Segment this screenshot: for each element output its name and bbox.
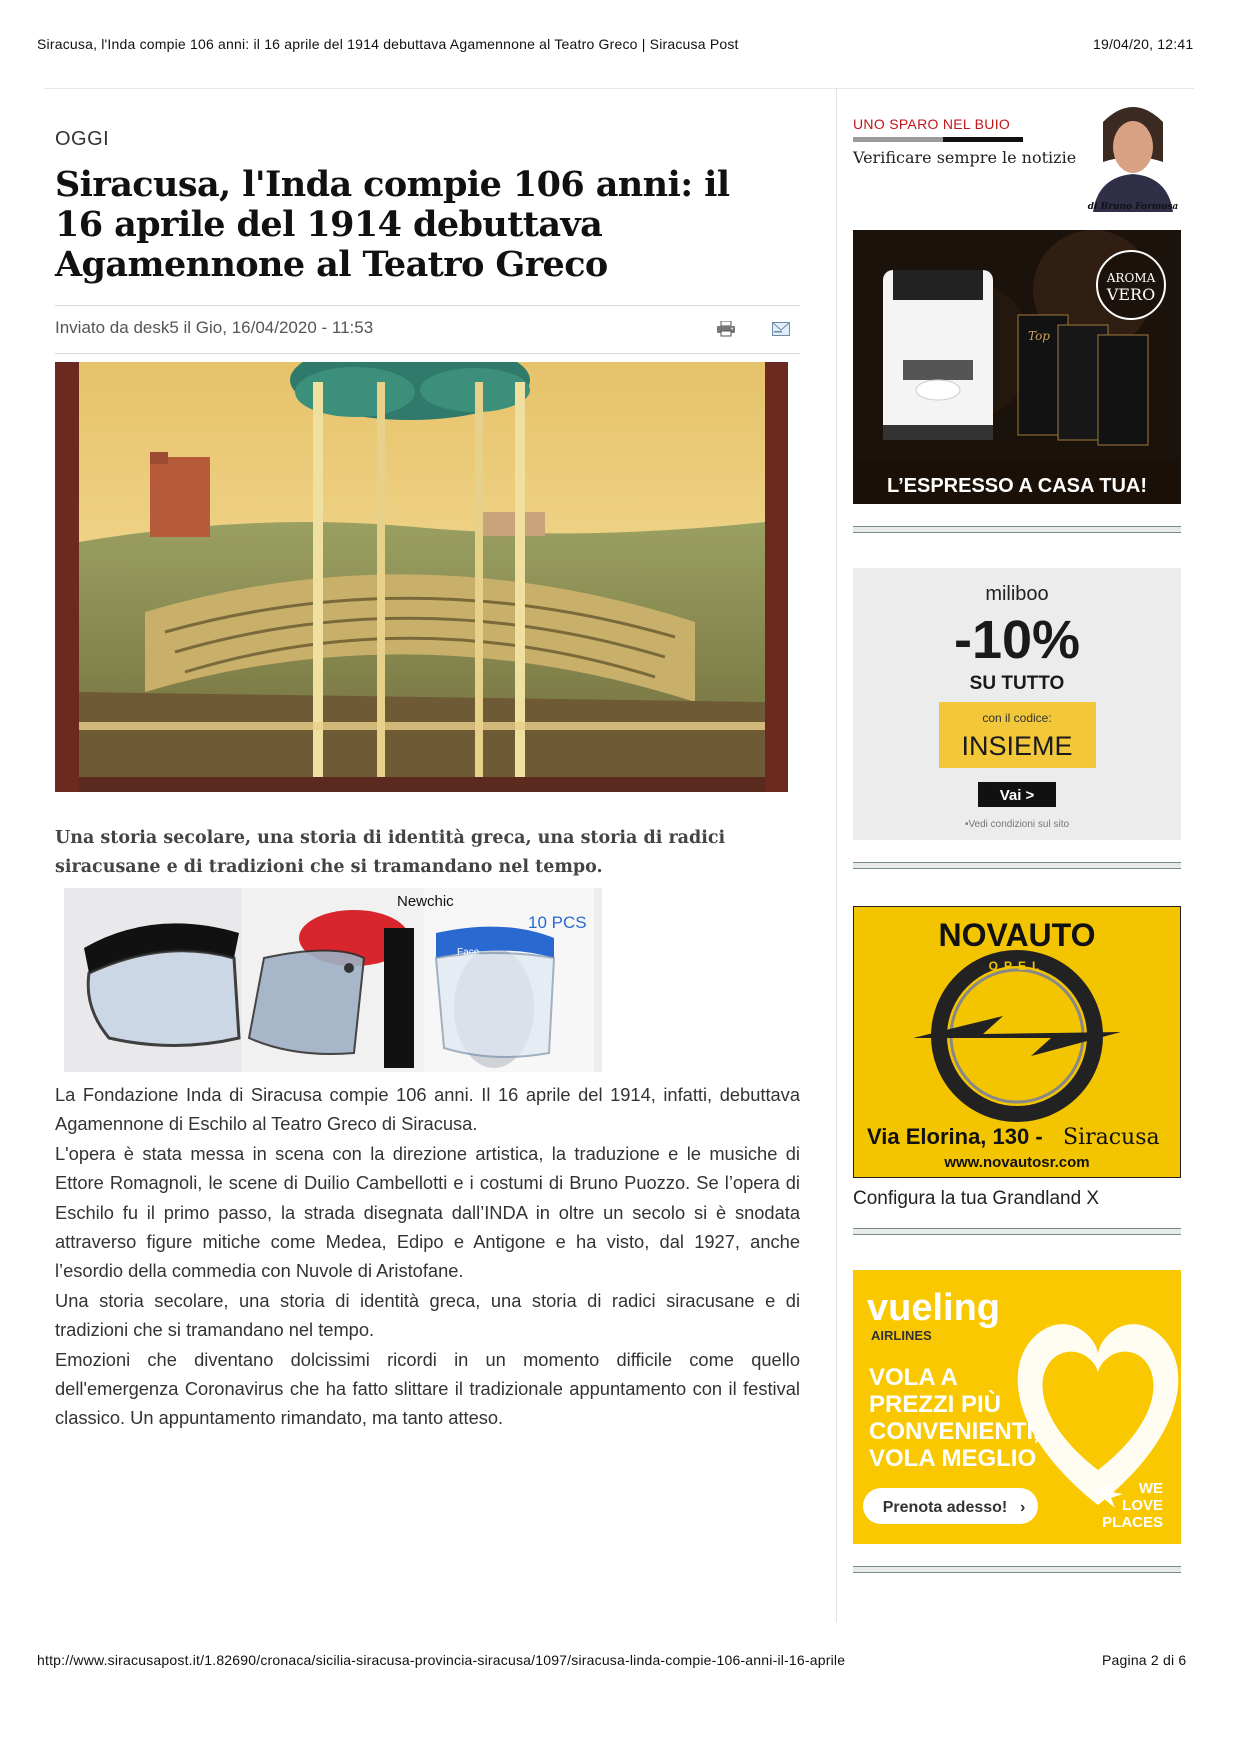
vueling-cta: Prenota adesso! [882,1499,1008,1516]
print-icon[interactable] [716,321,736,337]
coffee-pack-label: Top [1028,329,1050,343]
opel-text: OPEL [988,959,1046,973]
top-divider [44,88,1194,89]
coffee-banner-text: L’ESPRESSO A CASA TUA! [886,475,1148,497]
print-header-datetime: 19/04/20, 12:41 [1093,36,1194,52]
meta-divider-top [55,305,800,306]
vueling-logo: vueling [867,1287,1001,1329]
print-footer-page: Pagina 2 di 6 [1102,1652,1187,1668]
hero-poster-image [55,362,788,792]
article-body [55,1080,800,1433]
body-paragraph: La Fondazione Inda di Siracusa compie 106 anni. Il 16 aprile del 1914, infatti, debuttava Agamennone di Eschilo al Teatro Greco di Siracusa. [55,1084,800,1135]
print-header-title: Siracusa, l'Inda compie 106 anni: il 16 aprile del 1914 debuttava Agamennone al Teatro Greco | Siracusa Post [37,36,739,52]
blog-label[interactable]: UNO SPARO NEL BUIO [853,116,1011,132]
miliboo-logo: miliboo [985,583,1049,605]
blog-author: di Bruno Formosa [1087,202,1179,212]
coffee-logo-line1: AROMA [1106,271,1156,285]
miliboo-cta: Vai > [999,787,1035,804]
section-label[interactable]: OGGI [55,128,110,150]
newchic-logo: Newchic [397,893,454,910]
novauto-logo: NOVAUTO [938,917,1096,953]
vueling-slogan: PLACES [1102,1514,1163,1531]
body-paragraph: Una storia secolare, una storia di identità greca, una storia di radici siracusane e di tradizioni che si tramandano nel tempo. [55,1289,800,1341]
miliboo-ad[interactable] [853,568,1181,840]
novauto-url: www.novautosr.com [944,1154,1090,1171]
article-meta: Inviato da desk5 il Gio, 16/04/2020 - 11:53 [55,318,374,337]
blog-tagline[interactable]: Verificare sempre le notizie [853,148,1077,167]
email-icon[interactable] [772,322,790,336]
vueling-ad[interactable] [853,1270,1181,1544]
sidebar-separator [853,1228,1181,1235]
coffee-ad-image [853,230,1181,504]
novauto-address: Via Elorina, 130 - [867,1124,1043,1149]
vueling-line: VOLA A [869,1364,958,1391]
face-shield-ad[interactable] [64,888,774,1072]
face-shield-ad-image [64,888,774,1072]
sidebar-separator [853,1566,1181,1573]
body-paragraph: L'opera è stata messa in scena con la direzione artistica, la traduzione e le musiche di Ettore Romagnoli, le scene di Duilio Cambellotti e i costumi di Bruno Puozzo. Se l’opera di Eschilo fu il primo passo, la strada disegnata dall’INDA in oltre un secolo si è snodata attraverso figure mitiche come Medea, Edipo e Antigone e ha visto, dal 1927, anche l’esordio della commedia con Nuvole di Aristofane. [55,1142,800,1282]
novauto-city: Siracusa [1063,1125,1160,1150]
column-divider [836,88,837,1622]
vueling-slogan: LOVE [1122,1497,1163,1514]
shield-label: Face [457,947,480,958]
body-paragraph: Emozioni che diventano dolcissimi ricordi in un momento difficile come quello dell'emergenza Coronavirus che ha fatto slittare il tradizionale appuntamento con il festival classico. Un appuntamento rimandato, ma tanto atteso. [55,1348,800,1429]
blog-author-photo[interactable] [1083,92,1183,212]
novauto-ad-graphic [853,906,1181,1178]
coffee-logo-line2: VERO [1106,285,1156,304]
miliboo-code-label: con il codice: [982,711,1052,725]
print-footer-url: http://www.siracusapost.it/1.82690/cronaca/sicilia-siracusa-provincia-siracusa/1097/siracusa-linda-compie-106-anni-il-16-aprile [37,1652,846,1668]
coffee-ad[interactable] [853,230,1181,504]
blog-underline-accent [853,137,943,142]
vueling-slogan: WE [1138,1480,1163,1497]
pcs-badge: 10 PCS [528,913,587,932]
vueling-ad-graphic [853,1270,1181,1544]
miliboo-scope: SU TUTTO [969,673,1065,694]
sidebar-separator [853,526,1181,533]
meta-divider-bottom [55,353,800,354]
miliboo-code: INSIEME [961,731,1073,761]
svg-text:›: › [1020,1499,1026,1516]
vueling-line: PREZZI PIÙ [869,1391,1002,1418]
vueling-line: CONVENIENTI, [869,1418,1040,1445]
vueling-line: VOLA MEGLIO [869,1445,1037,1472]
novauto-ad[interactable] [853,906,1181,1178]
article-title: Siracusa, l'Inda compie 106 anni: il 16 aprile del 1914 debuttava Agamennone al Teatro Greco [55,164,730,285]
sidebar-separator [853,862,1181,869]
miliboo-ad-graphic [853,568,1181,840]
vueling-sub: AIRLINES [871,1328,932,1343]
miliboo-note: •Vedi condizioni sul sito [964,819,1070,830]
miliboo-discount: -10% [953,610,1081,670]
novauto-caption[interactable]: Configura la tua Grandland X [853,1188,1100,1209]
article-lead: Una storia secolare, una storia di identità greca, una storia di radici siracusane e di tradizioni che si tramandano nel tempo. [55,828,726,877]
